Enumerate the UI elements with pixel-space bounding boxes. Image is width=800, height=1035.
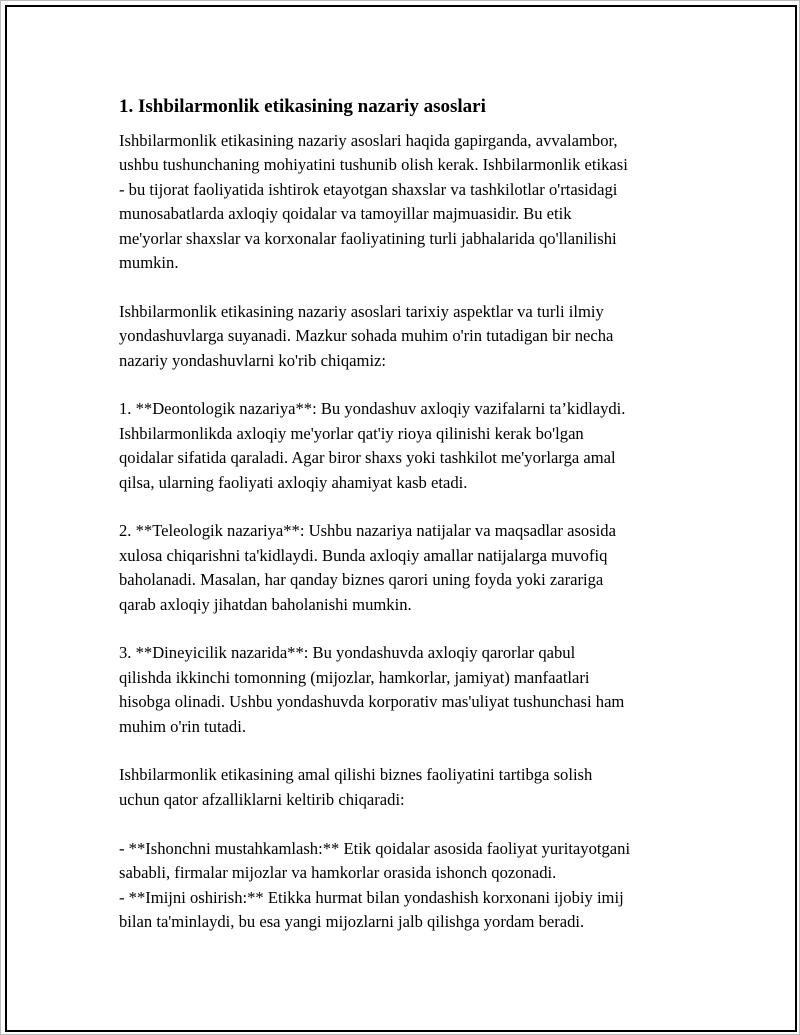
- text-line: qilishda ikkinchi tomonning (mijozlar, hamkorlar, jamiyat) manfaatlari: [119, 667, 590, 687]
- text-line: Ishbilarmonlik etikasining nazariy asoslari haqida gapirganda, avvalambor,: [119, 131, 618, 150]
- text-line: muhim o'rin tutadi.: [119, 716, 246, 736]
- text-line: hisobga olinadi. Ushbu yondashuvda korporativ mas'uliyat tushunchasi ham: [119, 692, 625, 712]
- paragraph-benefits-intro: [119, 763, 699, 812]
- text-line: - **Ishonchni mustahkamlash:** Etik qoidalar asosida faoliyat yuritayotgani: [119, 838, 631, 858]
- document-content: [119, 95, 699, 934]
- text-line: me'yorlar shaxslar va korxonalar faoliyatining turli jabhalarida qo'llanilishi: [119, 228, 617, 248]
- text-line: ushbu tushunchaning mohiyatini tushunib olish kerak. Ishbilarmonlik etikasi: [119, 155, 628, 175]
- paragraph-intro: [119, 129, 699, 275]
- text-line: Ishbilarmonlik etikasining nazariy asoslari tarixiy aspektlar va turli ilmiy: [119, 301, 604, 321]
- document-title: 1. Ishbilarmonlik etikasining nazariy asoslari: [119, 96, 486, 117]
- paragraph-stakeholder: [119, 641, 699, 739]
- text-line: - **Imijni oshirish:** Etikka hurmat bilan yondashish korxonani ijobiy imij: [119, 887, 624, 907]
- text-line: sababli, firmalar mijozlar va hamkorlar orasida ishonch qozonadi.: [119, 863, 557, 883]
- text-line: Ishbilarmonlikda axloqiy me'yorlar qat'iy rioya qilinishi kerak bo'lgan: [119, 423, 584, 443]
- text-line: mumkin.: [119, 253, 179, 273]
- paragraph-benefits-list: [119, 837, 699, 935]
- text-line: qarab axloqiy jihatdan baholanishi mumkin.: [119, 594, 412, 614]
- text-line: qilsa, ularning faoliyati axloqiy ahamiyat kasb etadi.: [119, 472, 468, 492]
- text-line: 3. **Dineyicilik nazarida**: Bu yondashuvda axloqiy qarorlar qabul: [119, 643, 576, 663]
- text-line: xulosa chiqarishni ta'kidlaydi. Bunda axloqiy amallar natijalarga muvofiq: [119, 545, 608, 565]
- text-line: 1. **Deontologik nazariya**: Bu yondashuv axloqiy vazifalarni ta’kidlaydi.: [119, 399, 626, 419]
- text-line: Ishbilarmonlik etikasining amal qilishi biznes faoliyatini tartibga solish: [119, 765, 593, 785]
- paragraph-teleological: [119, 519, 699, 617]
- paragraph-deontological: [119, 397, 699, 495]
- text-line: yondashuvlarga suyanadi. Mazkur sohada muhim o'rin tutadigan bir necha: [119, 326, 614, 346]
- text-line: munosabatlarda axloqiy qoidalar va tamoyillar majmuasidir. Bu etik: [119, 204, 572, 224]
- text-line: qoidalar sifatida qaraladi. Agar biror shaxs yoki tashkilot me'yorlarga amal: [119, 448, 616, 468]
- text-line: baholanadi. Masalan, har qanday biznes qarori uning foyda yoki zarariga: [119, 570, 604, 590]
- text-line: 2. **Teleologik nazariya**: Ushbu nazariya natijalar va maqsadlar asosida: [119, 521, 616, 541]
- paragraph-approaches: [119, 300, 699, 373]
- text-line: - bu tijorat faoliyatida ishtirok etayotgan shaxslar va tashkilotlar o'rtasidagi: [119, 179, 618, 199]
- text-line: nazariy yondashuvlarni ko'rib chiqamiz:: [119, 350, 387, 370]
- text-line: uchun qator afzalliklarni keltirib chiqaradi:: [119, 789, 405, 809]
- text-line: bilan ta'minlaydi, bu esa yangi mijozlarni jalb qilishga yordam beradi.: [119, 911, 585, 931]
